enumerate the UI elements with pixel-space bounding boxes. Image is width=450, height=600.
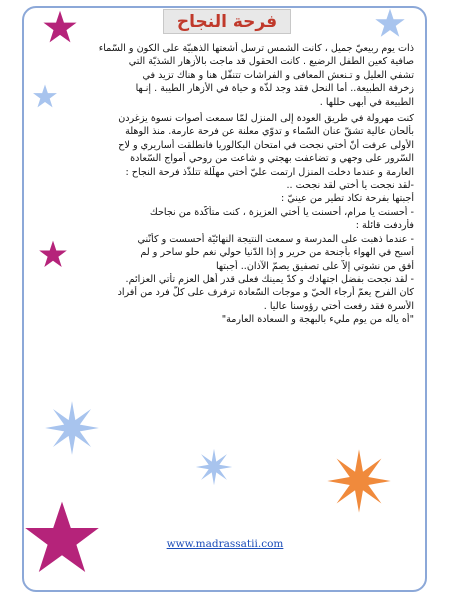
paragraph-line: السّرور على وجهي و تضاعفت بهجتي و شاعت من روحي أمواج السّعادة	[130, 153, 414, 165]
dialogue-line: - عندما ذهبت على المدرسة و سمعت النتيجة النهائيّة أحسست و كأنّني	[137, 233, 414, 245]
magenta-star-icon	[38, 240, 68, 270]
paragraph-line: الأسرة فقد رفعت أختي رؤوسنا عاليا .	[263, 300, 414, 312]
magenta-star-icon	[42, 10, 78, 46]
article-body	[36, 42, 414, 327]
paragraph-line: صافية كعين الطفل الرضيع . كانت الحقول قد ماجت بالأزهار الشذيّة التي	[128, 56, 414, 68]
paragraph-line: العارمة و عندما دخلت المنزل ارتمت عليّ أختي مهلّلة تتلذّذ فرحة النجاح :	[125, 166, 414, 178]
dialogue-line: أسبح في الهواء بأجنحة من حرير و إذا الدّنيا حولي نغم حلو ساحر و لم	[140, 247, 414, 259]
dialogue-line: - أحسنت يا مرام، أحسنت يا أختي العزيزة ، كنت متأكّدة من نجاحك	[149, 206, 414, 218]
closing-quote-line: "أه ياله من يوم مليء بالبهجة و السعادة العارمة"	[221, 314, 414, 326]
dialogue-line: فأردفت قائلة :	[355, 220, 414, 232]
paragraph-line: الأولى عرفت أنّ أختي نجحت في امتحان البكالوريا فانطلقت أساريري و لاح	[118, 139, 414, 151]
paragraph-line: ذات يوم ربيعيّ جميل ، كانت الشمس ترسل أشعتها الذهبيّة على الكون و السّماء	[98, 43, 414, 54]
paragraph-line: زخرفة الطبيعة.. أما النحل فقد وجد لذّة و حياة في الأزهار الطيبة . إنـها	[135, 83, 414, 95]
dialogue-line: -لقد نجحت يا أختي لقد نجحت ..	[286, 180, 414, 192]
website-link[interactable]: www.madrassatii.com	[166, 538, 284, 550]
orange-starburst-icon	[326, 448, 392, 514]
dialogue-line: أفق من نشوتي إلاّ على تصفيق يصمّ الآذان.. أجبتها	[215, 260, 414, 272]
blue-starburst-icon	[44, 400, 100, 456]
dialogue-line: - لقد نجحت بفضل اجتهادك و كدّ يمينك فعلى قدر أهل العزم تأتي العزائم.	[125, 273, 414, 285]
paragraph-line: بألحان عالية تشقّ عنان السّماء و تدوّي معلنة عن فرحة عارمة. منذ الوهلة	[125, 126, 414, 138]
dialogue-line: أجبتها بفرحة تكاد تطير من عينيّ :	[281, 193, 414, 205]
magenta-star-icon	[22, 500, 102, 580]
paragraph-line: الطبيعة في أبهى حللها .	[319, 96, 414, 108]
blue-star-icon	[374, 8, 406, 40]
paragraph-line: تشفي العليل و تـنعش المعافى و الفراشات تتنقّل هنا و هناك تزيد في	[142, 69, 414, 81]
blue-starburst-icon	[195, 448, 233, 486]
paragraph-line: كنت مهرولة في طريق العودة إلى المنزل لمّا سمعت أصوات نسوة يزغردن	[118, 113, 414, 125]
page-title: فرحة النجاح	[163, 9, 291, 34]
paragraph-line: كان الفرح يعمّ أرجاء الحيّ و موجات السّعادة ترفرف على كلّ فرد من أفراد	[117, 287, 414, 299]
blue-star-icon	[32, 84, 58, 110]
